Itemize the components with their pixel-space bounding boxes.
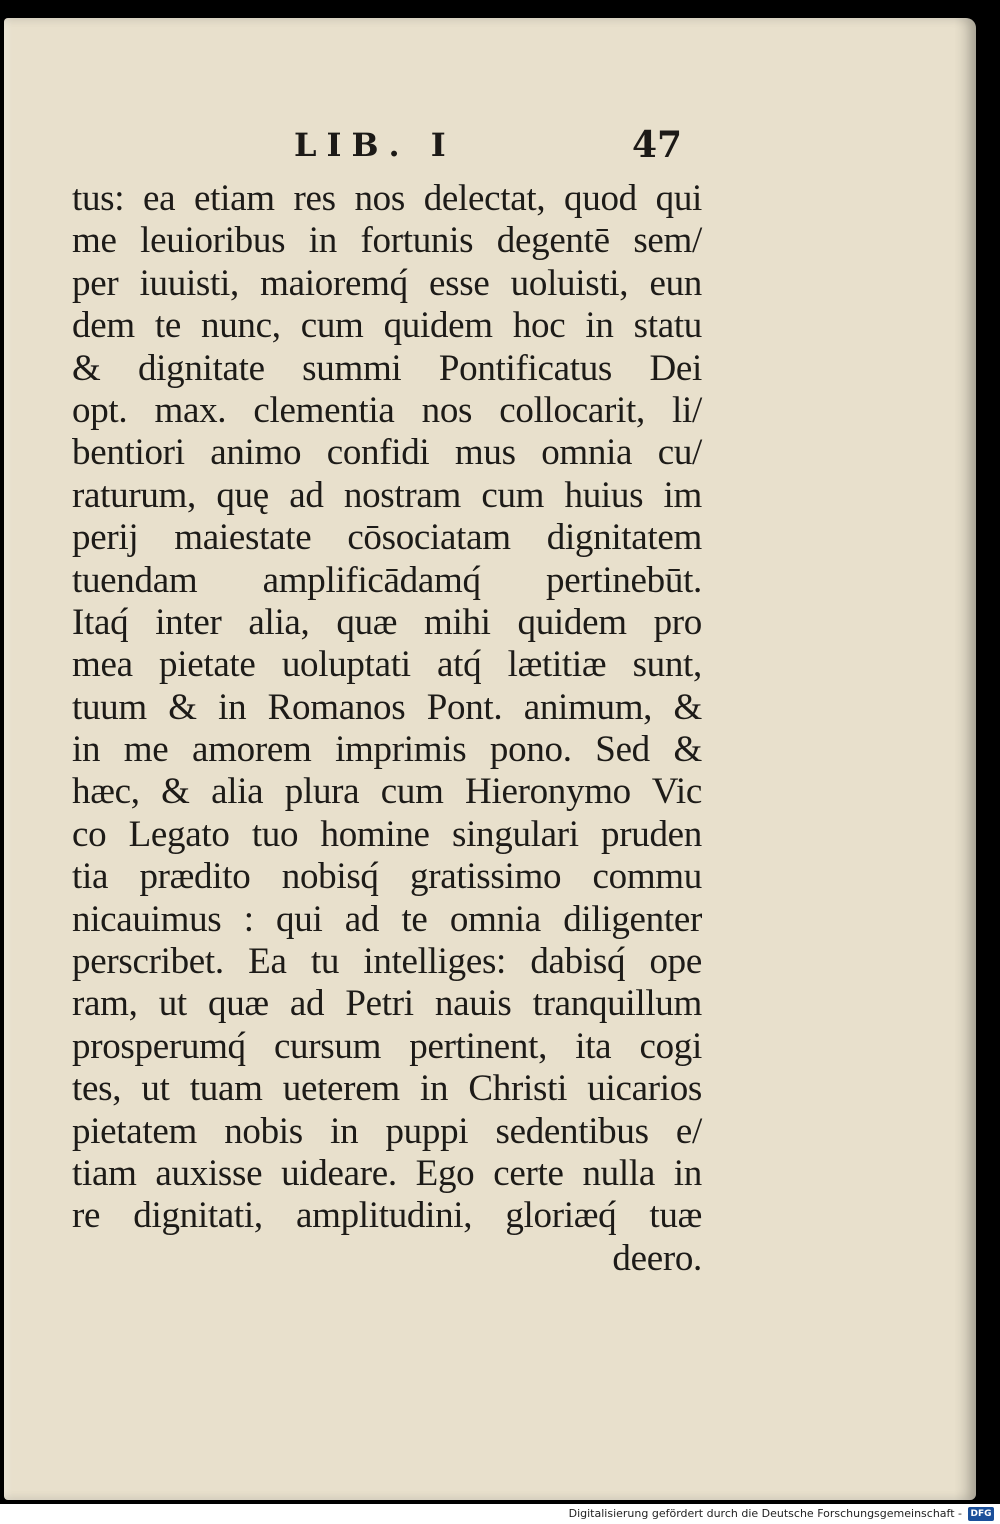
page-header (4, 110, 976, 170)
text-line: per iuuisti, maioremq́ esse uoluisti, eun (72, 262, 702, 304)
page-number: 47 (632, 124, 683, 166)
text-line: & dignitate summi Pontificatus Dei (72, 347, 702, 389)
running-head: LIB. I (294, 126, 456, 164)
text-line: raturum, quę ad nostram cum huius im (72, 474, 702, 516)
text-line: prosperumq́ cursum pertinent, ita cogi (72, 1025, 702, 1067)
text-line-final: deero. (612, 1237, 702, 1279)
text-line: re dignitati, amplitudini, gloriæq́ tuæ (72, 1195, 702, 1237)
text-line: bentiori animo confidi mus omnia cu/ (72, 432, 702, 474)
text-line: tes, ut tuam ueterem in Christi uicarios (72, 1068, 702, 1110)
funding-credit: Digitalisierung gefördert durch die Deutsche Forschungsgemeinschaft - (568, 1507, 962, 1520)
text-line: perij maiestate cōsociatam dignitatem (72, 517, 702, 559)
text-line: opt. max. clementia nos collocarit, li/ (72, 389, 702, 431)
digitization-footer (0, 1504, 1000, 1524)
body-text (72, 178, 702, 1280)
text-line: perscribet. Ea tu intelliges: dabisq́ ope (72, 941, 702, 983)
text-line: in me amorem imprimis pono. Sed & (72, 729, 702, 771)
text-line: hæc, & alia plura cum Hieronymo Vic (72, 771, 702, 813)
book-page (4, 18, 976, 1500)
text-line: tuum & in Romanos Pont. animum, & (72, 686, 702, 728)
text-line: nicauimus : qui ad te omnia diligenter (72, 898, 702, 940)
text-line: tuendam amplificādamq́ pertinebūt. (72, 559, 702, 601)
text-line: co Legato tuo homine singulari pruden (72, 813, 702, 855)
dfg-logo-icon: DFG (968, 1507, 994, 1521)
text-line: Itaq́ inter alia, quæ mihi quidem pro (72, 601, 702, 643)
text-line: dem te nunc, cum quidem hoc in statu (72, 305, 702, 347)
text-line: pietatem nobis in puppi sedentibus e/ (72, 1110, 702, 1152)
text-line: tus: ea etiam res nos delectat, quod qui (72, 178, 702, 219)
text-line: tia prædito nobisq́ gratissimo commu (72, 856, 702, 898)
text-line: me leuioribus in fortunis degentē sem/ (72, 220, 702, 262)
text-line: ram, ut quæ ad Petri nauis tranquillum (72, 983, 702, 1025)
text-line: mea pietate uoluptati atq́ lætitiæ sunt, (72, 644, 702, 686)
page-edge-shadow (954, 18, 976, 1500)
text-line: tiam auxisse uideare. Ego certe nulla in (72, 1152, 702, 1194)
